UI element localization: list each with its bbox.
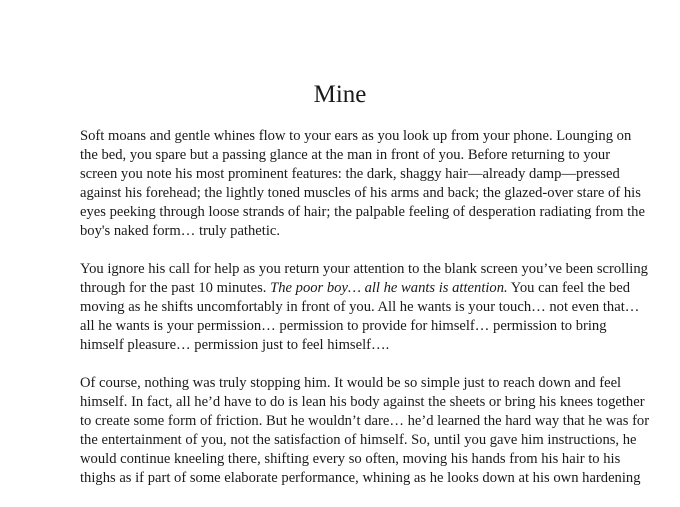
paragraph-line: himself pleasure… permission just to feel himself…. — [80, 337, 390, 353]
paragraph-line: would continue kneeling there, shifting every so often, moving his hands from his hair to his — [80, 451, 621, 467]
paragraph-3 — [80, 374, 650, 488]
paragraph-line: screen you note his most prominent features: the dark, shaggy hair—already damp—pressed — [80, 166, 620, 182]
document-body — [80, 127, 650, 507]
paragraph-line: to create some form of friction. But he wouldn’t dare… he’d learned the hard way that he was for — [80, 413, 650, 429]
paragraph-line: thighs as if part of some elaborate performance, whining as he looks down at his own hardening — [80, 470, 641, 486]
paragraph-line: against his forehead; the lightly toned muscles of his arms and back; the glazed-over stare of his — [80, 185, 641, 201]
document-title: Mine — [313, 81, 367, 108]
paragraph-line: Soft moans and gentle whines flow to your ears as you look up from your phone. Lounging on — [80, 128, 632, 144]
paragraph-line-mixed — [80, 279, 631, 298]
paragraph-1 — [80, 127, 645, 241]
paragraph-line: the bed, you spare but a passing glance at the man in front of you. Before returning to your — [80, 147, 611, 163]
paragraph-2 — [80, 260, 648, 355]
paragraph-line: the entertainment of you, not the satisfaction of himself. So, until you gave him instructions, he — [80, 432, 637, 448]
paragraph-line: himself. In fact, all he’d have to do is lean his body against the sheets or bring his knees together — [80, 394, 645, 410]
paragraph-line: moving as he shifts uncomfortably in front of you. All he wants is your touch… not even that… — [80, 299, 640, 315]
paragraph-line: Of course, nothing was truly stopping him. It would be so simple just to reach down and feel — [80, 375, 622, 391]
italic-text-run: The poor boy… all he wants is attention. — [270, 280, 508, 296]
text-run: through for the past 10 minutes. — [80, 280, 271, 296]
paragraph-line: You ignore his call for help as you return your attention to the blank screen you’ve been scrolling — [80, 261, 648, 277]
paragraph-line: all he wants is your permission… permission to provide for himself… permission to bring — [80, 318, 607, 334]
text-run: You can feel the bed — [507, 280, 631, 296]
paragraph-line: boy's naked form… truly pathetic. — [80, 223, 281, 239]
paragraph-line: eyes peeking through loose strands of hair; the palpable feeling of desperation radiating from the — [80, 204, 645, 220]
